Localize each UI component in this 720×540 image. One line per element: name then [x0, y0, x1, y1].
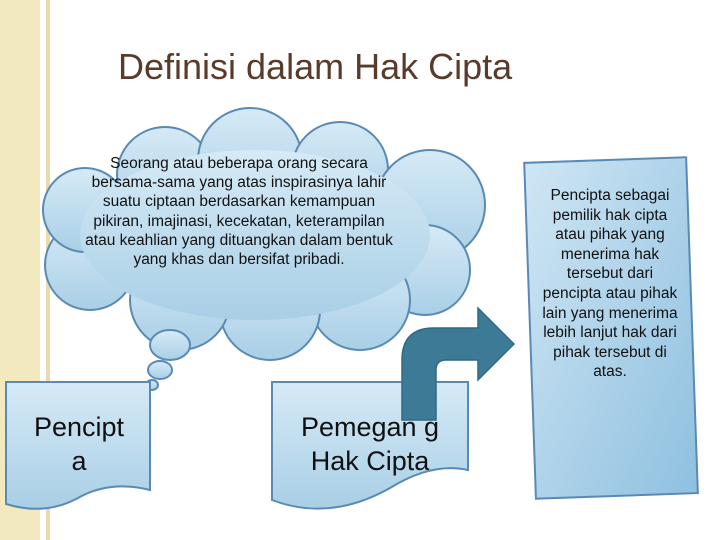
slide-title: Definisi dalam Hak Cipta: [118, 46, 513, 87]
cloud-text: Seorang atau beberapa orang secara bersama-sama yang atas inspirasinya lahir suatu ciptaan berdasarkan kemampuan pikiran, imajinasi, kecekatan, keterampilan atau keahlian yang dituangkan dalam bentuk yang khas dan bersifat pribadi.: [85, 155, 393, 269]
card-text: Pencipta sebagai pemilik hak cipta atau pihak yang menerima hak tersebut dari pencipta atau pihak lain yang menerima lebih lanjut hak dari pihak tersebut di atas.: [542, 187, 678, 381]
pemegang-label: Pemegan g Hak Cipta: [300, 412, 440, 476]
thought-bubbles: [146, 330, 190, 390]
pencipta-label: Pencipt a: [33, 412, 125, 476]
